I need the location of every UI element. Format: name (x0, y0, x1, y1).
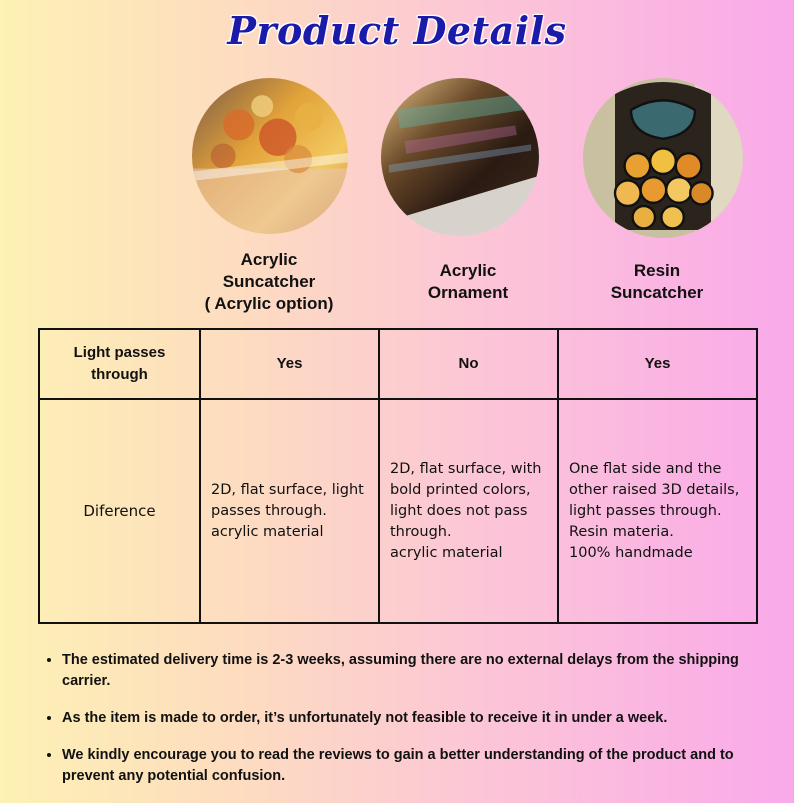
product-label-acrylic-suncatcher: Acrylic Suncatcher ( Acrylic option) (204, 250, 334, 313)
diff-text-2: 2D, flat surface, with bold printed colors, light does not pass through. acrylic material (390, 460, 542, 561)
light-passes-label: Light passes through (73, 344, 166, 383)
notes-list (44, 650, 782, 803)
comparison-table (38, 328, 758, 624)
cell-diff-acrylic-suncatcher (200, 399, 379, 623)
acrylic-ornament-photo (381, 78, 539, 236)
cell-diff-resin-suncatcher (558, 399, 757, 623)
cell-diff-acrylic-ornament (379, 399, 558, 623)
page-title: Product Details (227, 8, 567, 53)
diff-text-3: One flat side and the other raised 3D details, light passes through. Resin materia. 100% handmade (569, 460, 740, 561)
row-label-light (39, 329, 200, 399)
list-item: • The estimated delivery time is 2-3 weeks, assuming there are no external delays from the shipping carrier. (62, 650, 782, 692)
cell-light-resin-suncatcher: Yes (558, 329, 757, 399)
acrylic-suncatcher-photo (192, 78, 348, 234)
product-label-resin-suncatcher: Resin Suncatcher (610, 261, 704, 302)
list-item: • We kindly encourage you to read the reviews to gain a better understanding of the product and to prevent any potential confusion. (62, 745, 782, 787)
table-row (39, 329, 757, 399)
table-row (39, 399, 757, 623)
product-label-acrylic-ornament: Acrylic Ornament (427, 261, 509, 302)
row-label-difference: Diference (39, 399, 200, 623)
resin-suncatcher-photo (583, 78, 743, 238)
diff-text-1: 2D, flat surface, light passes through. acrylic material (211, 481, 364, 540)
cell-light-acrylic-ornament: No (379, 329, 558, 399)
list-item: • As the item is made to order, it’s unfortunately not feasible to receive it in under a week. (62, 708, 782, 729)
cell-light-acrylic-suncatcher: Yes (200, 329, 379, 399)
